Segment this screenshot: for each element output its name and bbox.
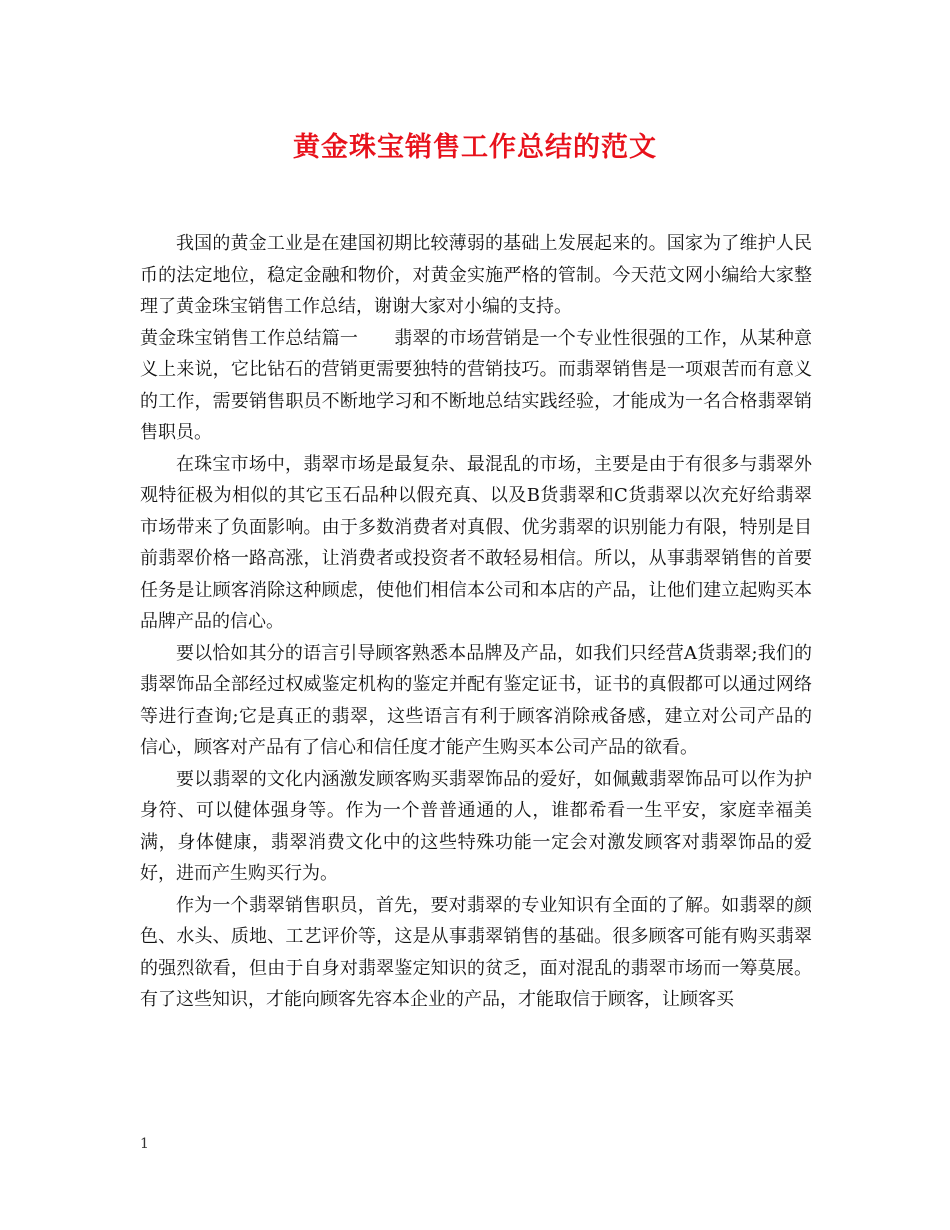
section-heading: 黄金珠宝销售工作总结篇一 xyxy=(140,327,359,349)
body-paragraph-2: 要以恰如其分的语言引导顾客熟悉本品牌及产品，如我们只经营A货翡翠;我们的翡翠饰品全部经过权威鉴定机构的鉴定并配有鉴定证书，证书的真假都可以通过网络等进行查询;它是真正的翡翠，这些语言有利于顾客消除戒备感，建立对公司产品的信心，顾客对产品有了信心和信任度才能产生购买本公司产品的欲看。 xyxy=(140,642,812,758)
document-title: 黄金珠宝销售工作总结的范文 xyxy=(293,132,657,163)
body-paragraph-3: 要以翡翠的文化内涵激发顾客购买翡翠饰品的爱好，如佩戴翡翠饰品可以作为护身符、可以健体强身等。作为一个普普通通的人，谁都希看一生平安，家庭幸福美满，身体健康，翡翠消费文化中的这些特殊功能一定会对激发顾客对翡翠饰品的爱好，进而产生购买行为。 xyxy=(140,768,812,884)
body-paragraph-4: 作为一个翡翠销售职员，首先，要对翡翠的专业知识有全面的了解。如翡翠的颜色、水头、质地、工艺评价等，这是从事翡翠销售的基础。很多顾客可能有购买翡翠的强烈欲看，但由于自身对翡翠鉴定知识的贫乏，面对混乱的翡翠市场而一筹莫展。有了这些知识，才能向顾客先容本企业的产品，才能取信于顾客，让顾客买 xyxy=(140,894,812,1010)
document-body xyxy=(140,228,812,1016)
section-first-text: 翡翠的市场营销是一个专业性很强的工作，从某种意义上来说，它比钻石的营销更需要独特的营销技巧。而翡翠销售是一项艰苦而有意义的工作，需要销售职员不断地学习和不断地总结实践经验，才能成为一名合格翡翠销售职员。 xyxy=(140,327,813,443)
intro-paragraph: 我国的黄金工业是在建国初期比较薄弱的基础上发展起来的。国家为了维护人民币的法定地位，稳定金融和物价，对黄金实施严格的管制。今天范文网小编给大家整理了黄金珠宝销售工作总结，谢谢大家对小编的支持。 xyxy=(140,233,812,317)
section-paragraph xyxy=(140,323,812,449)
body-paragraph-1: 在珠宝市场中，翡翠市场是最复杂、最混乱的市场，主要是由于有很多与翡翠外观特征极为相似的其它玉石品种以假充真、以及B货翡翠和C货翡翠以次充好给翡翠市场带来了负面影响。由于多数消费者对真假、优劣翡翠的识别能力有限，特别是目前翡翠价格一路高涨，让消费者或投资者不敢轻易相信。所以，从事翡翠销售的首要任务是让顾客消除这种顾虑，使他们相信本公司和本店的产品，让他们建立起购买本品牌产品的信心。 xyxy=(140,453,812,632)
page-number: 1 xyxy=(140,1136,149,1152)
